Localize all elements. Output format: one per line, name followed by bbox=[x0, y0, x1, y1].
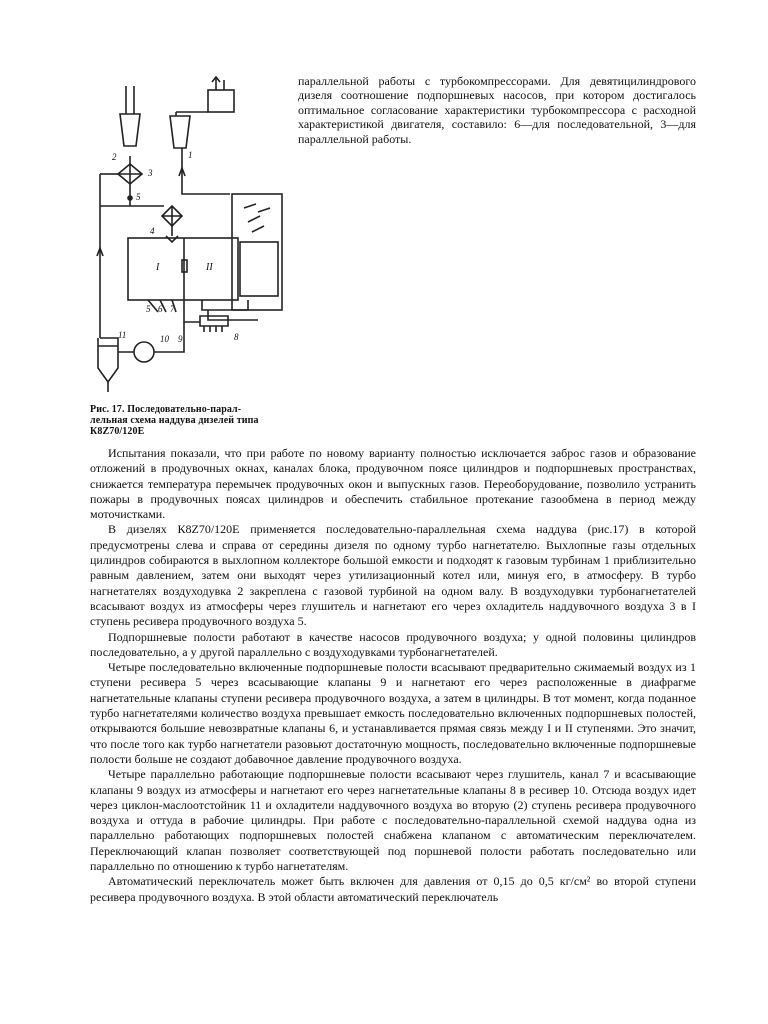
exhaust-arrow bbox=[212, 77, 220, 90]
label-5: 5 bbox=[136, 192, 141, 202]
cyclone-11 bbox=[98, 338, 118, 382]
label-roman-1: I bbox=[156, 262, 160, 273]
exhaust-box bbox=[208, 90, 234, 112]
label-1: 1 bbox=[188, 150, 193, 160]
label-6: 6 bbox=[158, 304, 163, 314]
engine-block bbox=[128, 238, 238, 300]
side-paragraph: параллельной работы с турбокомпрессорами. Для девятицилиндрового дизеля соотношение подпоршневых насосов, при котором достигалось оптимальное согласование характеристики турбокомпрессора с расходной характеристикой двигателя, составило: 6—для последовательной, 3—для параллельной работы. bbox=[298, 74, 696, 146]
caption-line: Рис. 17. Последовательно-парал- bbox=[90, 404, 242, 415]
paragraph: Четыре последовательно включенные подпоршневые полости всасывают предварительно сжимаемый воздух из 1 ступени ресивера 5 через всасывающие клапаны 9 и нагнетают его через расположенные в диафрагме нагнетательные клапаны ступени ресивера продувочного воздуха, а затем в цилиндры. В тот момент, когда поданное турбо нагнетателями количество воздуха превышает емкость последовательно включенных подпоршневых полостей, открываются большие невозвратные клапаны 6, и устанавливается прямая связь между I и II ступенями. Это значит, что после того как турбо нагнетатели разовьют достаточную мощность, последовательно включенные подпоршневые полости больше не создают добавочное давление продувочного воздуха. bbox=[90, 660, 696, 766]
caption-line: К8Z70/120Е bbox=[90, 426, 145, 437]
figure-17-diagram bbox=[88, 76, 293, 444]
cooler-3 bbox=[118, 164, 142, 184]
main-text bbox=[90, 446, 696, 905]
label-5b: 5 bbox=[146, 304, 151, 314]
label-2: 2 bbox=[112, 152, 117, 162]
label-8: 8 bbox=[234, 332, 239, 342]
valve-block-8 bbox=[200, 316, 228, 326]
charge-cooler-4 bbox=[162, 206, 182, 226]
paragraph: Автоматический переключатель может быть включен для давления от 0,15 до 0,5 кг/см² во второй ступени ресивера продувочного воздуха. В этой области автоматический переключатель bbox=[90, 874, 696, 904]
turbine-1 bbox=[170, 116, 190, 148]
receiver-10 bbox=[134, 342, 154, 362]
label-roman-2: II bbox=[206, 262, 213, 273]
paragraph: Испытания показали, что при работе по новому варианту полностью исключается заброс газов и образование отложений в продувочных окнах, каналах блока, продувочном поясе цилиндров и подпоршневых пространствах, снижается температура перемычек продувочных окон и выпускных газов. Переоборудование, позволило устранить пожары в продувочных поясах цилиндров и обеспечить стабильное протекание газообмена в период между моточистками. bbox=[90, 446, 696, 522]
paragraph: В дизелях К8Z70/120Е применяется последовательно-параллельная схема наддува (рис.17) в которой предусмотрены слева и справа от середины дизеля по одному турбо нагнетателю. Выхлопные газы отдельных цилиндров собираются в выхлопном коллекторе большой емкости и подходят к газовым турбинам 1 приблизительно равным давлением, затем они выходят через утилизационный котел или, минуя его, в атмосферу. В турбо нагнетателях воздуходувка 2 закреплена с газовой турбиной на одном валу. В воздуходувки турбонагнетателей всасывают воздух из атмосферы через глушитель и нагнетают его через охладитель наддувочного воздуха 3 в I ступень ресивера продувочного воздуха 5. bbox=[90, 522, 696, 629]
paragraph: Подпоршневые полости работают в качестве насосов продувочного воздуха; у одной половины цилиндров последовательно, а у другой параллельно с воздуходувками турбонагнетателей. bbox=[90, 629, 696, 659]
paragraph: Четыре параллельно работающие подпоршневые полости всасывают через глушитель, канал 7 и всасывающие клапаны 9 воздух из атмосферы и нагнетают его через нагнетательные клапаны 8 в ресивер 10. Отсюда воздух идет через циклон-маслоотстойник 11 и охладители наддувочного воздуха во вторую (2) ступень ресивера продувочного воздуха и оттуда в рабочие цилиндры. При работе с последовательно-параллельной схемой наддува одна из параллельно работающих подпоршневых полостей снабжена клапаном с автоматическим переключателем. Переключающий клапан позволяет соответствующей под поршневой полости работать последовательно или параллельно по отношению к турбо нагнетателям. bbox=[90, 767, 696, 874]
label-3: 3 bbox=[148, 168, 153, 178]
label-7: 7 bbox=[170, 304, 175, 314]
figure-caption bbox=[90, 404, 300, 437]
caption-line: лельная схема наддува дизелей типа bbox=[90, 415, 259, 426]
label-11: 11 bbox=[118, 330, 127, 340]
air-intake-pipe bbox=[126, 86, 134, 114]
label-4: 4 bbox=[150, 226, 155, 236]
blower-2 bbox=[120, 114, 140, 146]
label-9: 9 bbox=[178, 334, 183, 344]
label-10: 10 bbox=[160, 334, 169, 344]
